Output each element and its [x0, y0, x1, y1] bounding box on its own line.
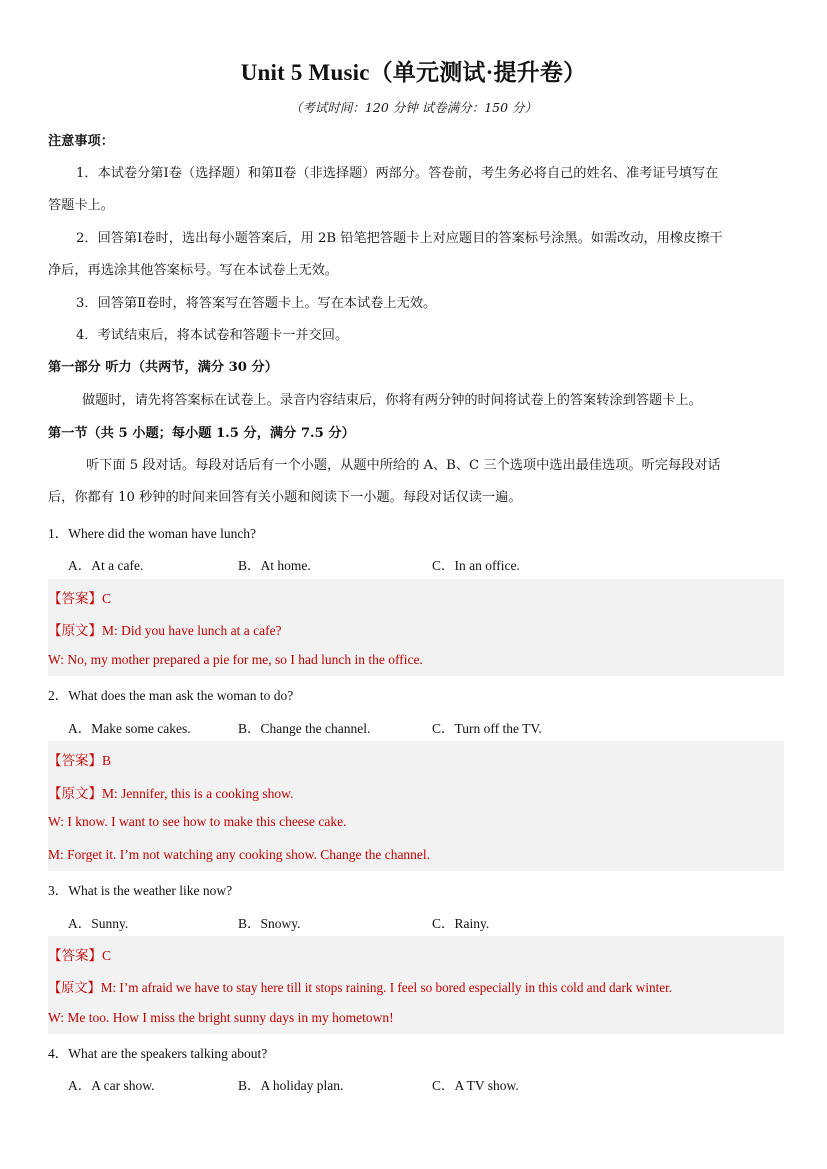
section1-instruction-line-1: 听下面 5 段对话。每段对话后有一个小题，从题中所给的 A、B、C 三个选项中选出最佳选项。听完每段对话 [86, 458, 721, 473]
question-3-option-a: A．Sunny. [68, 916, 129, 931]
question-3-option-b: B．Snowy. [238, 916, 301, 931]
question-1-option-c: C．In an office. [432, 558, 520, 573]
note-1-line-2: 答题卡上。 [48, 198, 114, 213]
note-1-line-1: 1．本试卷分第Ⅰ卷（选择题）和第Ⅱ卷（非选择题）两部分。答卷前，考生务必将自己的姓名、准考证号填写在 [76, 166, 719, 181]
note-4: 4．考试结束后，将本试卷和答题卡一并交回。 [76, 328, 349, 343]
question-3-option-c: C．Rainy. [432, 916, 490, 931]
part1-heading: 第一部分 听力（共两节，满分 30 分） [48, 360, 278, 375]
question-2-stem: 2．What does the man ask the woman to do? [48, 688, 294, 703]
note-3: 3．回答第Ⅱ卷时，将答案写在答题卡上。写在本试卷上无效。 [76, 296, 437, 311]
page-title: Unit 5 Music（单元测试·提升卷） [240, 60, 587, 85]
question-1-option-b: B．At home. [238, 558, 311, 573]
section1-instruction-line-2: 后，你都有 10 秒钟的时间来回答有关小题和阅读下一小题。每段对话仅读一遍。 [48, 490, 522, 505]
section1-heading: 第一节（共 5 小题；每小题 1.5 分，满分 7.5 分） [48, 426, 355, 441]
question-3-script-line-1: 【原文】M: I’m afraid we have to stay here till it stops raining. I feel so bored especially in this cold and dark winter. [48, 980, 673, 995]
question-1-script-line-1: 【原文】M: Did you have lunch at a cafe? [48, 623, 282, 638]
question-2-option-b: B．Change the channel. [238, 721, 371, 736]
question-4-option-a: A．A car show. [68, 1078, 155, 1093]
note-2-line-2: 净后，再选涂其他答案标号。写在本试卷上无效。 [48, 263, 339, 278]
question-1-option-a: A．At a cafe. [68, 558, 144, 573]
question-4-option-c: C．A TV show. [432, 1078, 519, 1093]
question-1-stem: 1．Where did the woman have lunch? [48, 526, 257, 541]
question-2-answer: 【答案】B [48, 753, 112, 768]
question-3-stem: 3．What is the weather like now? [48, 883, 233, 898]
question-4-stem: 4．What are the speakers talking about? [48, 1046, 268, 1061]
note-2-line-1: 2．回答第Ⅰ卷时，选出每小题答案后，用 2B 铅笔把答题卡上对应题目的答案标号涂黑。如需改动，用橡皮擦干 [76, 231, 723, 246]
question-1-script-line-2: W: No, my mother prepared a pie for me, so I had lunch in the office. [48, 652, 423, 667]
question-2-script-line-2: W: I know. I want to see how to make this cheese cake. [48, 814, 347, 829]
question-2-script-line-1: 【原文】M: Jennifer, this is a cooking show. [48, 786, 294, 801]
question-2-option-c: C．Turn off the TV. [432, 721, 542, 736]
question-1-answer: 【答案】C [48, 591, 112, 606]
part1-instruction: 做题时，请先将答案标在试卷上。录音内容结束后，你将有两分钟的时间将试卷上的答案转涂到答题卡上。 [82, 393, 702, 408]
question-2-script-line-3: M: Forget it. I’m not watching any cooking show. Change the channel. [48, 847, 431, 862]
question-3-answer: 【答案】C [48, 948, 112, 963]
notes-heading: 注意事项： [48, 134, 114, 149]
question-2-option-a: A．Make some cakes. [68, 721, 191, 736]
exam-info: （考试时间：120 分钟 试卷满分：150 分） [289, 100, 538, 115]
question-3-script-line-2: W: Me too. How I miss the bright sunny days in my hometown! [48, 1010, 394, 1025]
question-4-option-b: B．A holiday plan. [238, 1078, 344, 1093]
